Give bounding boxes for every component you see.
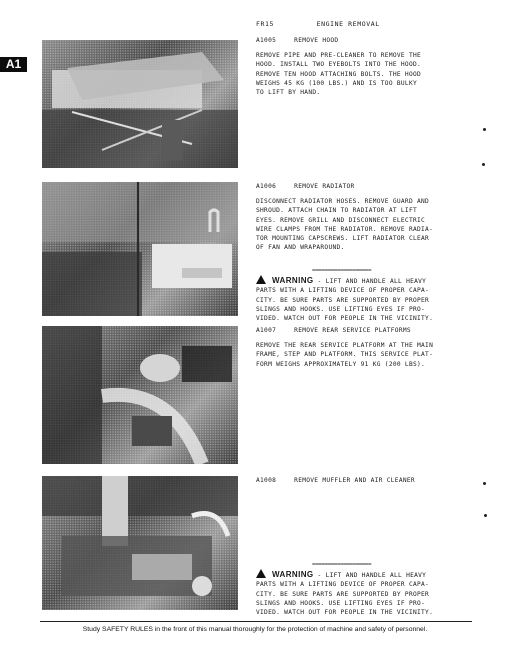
step-heading xyxy=(256,182,456,191)
page-code: FR15 xyxy=(256,20,275,28)
step-body: DISCONNECT RADIATOR HOSES. REMOVE GUARD AND SHROUD. ATTACH CHAIN TO RADIATOR AT LIFT EYES. REMOVE GRILL AND DISCONNECT ELECTRIC WIRE CLAMPS FROM THE RADIATOR. REMOVE RADIA- TOR MOUNTING CAPSCREWS. LIFT RADIATOR CLEAR OF FAN AND WRAPAROUND. xyxy=(256,198,434,252)
step-heading xyxy=(256,476,456,485)
warning-block-2 xyxy=(256,560,460,617)
step-body: REMOVE PIPE AND PRE-CLEANER TO REMOVE THE HOOD. INSTALL TWO EYEBOLTS INTO THE HOOD. REMOVE TEN HOOD ATTACHING BOLTS. THE HOOD WEIGHS 45 KG (100 LBS.) AND IS TOO BULKY TO LIFT BY HAND. xyxy=(256,52,422,97)
warning-text: PARTS WITH A LIFTING DEVICE OF PROPER CAPA- CITY. BE SURE PARTS ARE SUPPORTED BY PROPER SLINGS AND HOOKS. USE LIFTING EYES IF PRO- VIDED. WATCH OUT FOR PEOPLE IN THE VICINITY. xyxy=(256,287,434,323)
step-title: REMOVE RADIATOR xyxy=(294,183,355,190)
warning-rule: =================== xyxy=(312,267,372,274)
scan-speck xyxy=(483,482,486,485)
warning-block-1 xyxy=(256,266,460,323)
scan-speck xyxy=(484,514,487,517)
warning-text: PARTS WITH A LIFTING DEVICE OF PROPER CAPA- CITY. BE SURE PARTS ARE SUPPORTED BY PROPER SLINGS AND HOOKS. USE LIFTING EYES IF PRO- VIDED. WATCH OUT FOR PEOPLE IN THE VICINITY. xyxy=(256,581,434,617)
warning-triangle-icon xyxy=(256,569,266,578)
section-title: ENGINE REMOVAL xyxy=(316,20,380,28)
warning-rule: =================== xyxy=(312,561,372,568)
step-title: REMOVE REAR SERVICE PLATFORMS xyxy=(294,327,411,334)
photo-remove-hood xyxy=(42,40,238,168)
step-body: REMOVE THE REAR SERVICE PLATFORM AT THE MAIN FRAME, STEP AND PLATFORM. THIS SERVICE PLAT- FORM WEIGHS APPROXIMATELY 91 KG (200 LBS). xyxy=(256,342,434,368)
step-code: A1007 xyxy=(256,327,277,334)
photo-remove-rear-platforms xyxy=(42,326,238,464)
step-a1005 xyxy=(256,36,456,97)
step-code: A1005 xyxy=(256,37,277,44)
step-title: REMOVE HOOD xyxy=(294,37,339,44)
step-code: A1008 xyxy=(256,477,277,484)
warning-label: WARNING xyxy=(272,570,314,580)
page-header xyxy=(256,20,380,28)
footer-safety-note: Study SAFETY RULES in the front of this manual thoroughly for the protection of machine and safety of personnel. xyxy=(82,626,428,633)
footer-divider xyxy=(40,621,472,622)
warning-text-first: - LIFT AND HANDLE ALL HEAVY xyxy=(317,278,427,286)
photo-remove-radiator xyxy=(42,182,238,316)
photo-remove-muffler xyxy=(42,476,238,610)
step-title: REMOVE MUFFLER AND AIR CLEANER xyxy=(294,477,415,484)
warning-label: WARNING xyxy=(272,276,314,286)
step-a1008 xyxy=(256,476,456,491)
step-a1006 xyxy=(256,182,456,252)
scan-speck xyxy=(482,163,485,166)
step-a1007 xyxy=(256,326,456,369)
step-heading xyxy=(256,36,456,45)
warning-text-first: - LIFT AND HANDLE ALL HEAVY xyxy=(317,572,427,580)
warning-triangle-icon xyxy=(256,275,266,284)
step-heading xyxy=(256,326,456,335)
section-tab: A1 xyxy=(0,57,27,72)
scan-speck xyxy=(483,128,486,131)
step-code: A1006 xyxy=(256,183,277,190)
